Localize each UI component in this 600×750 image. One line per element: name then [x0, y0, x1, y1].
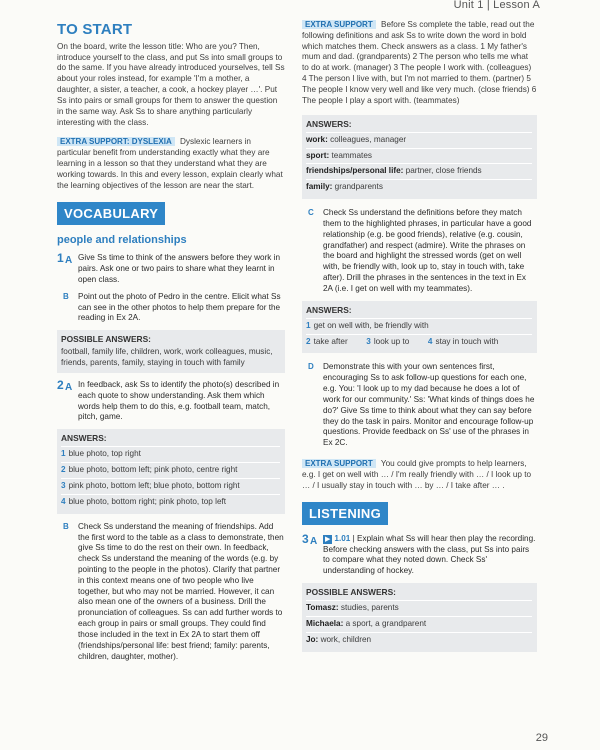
extra-support-dyslexia-body: Dyslexic learners in particular benefit from understanding exactly what they are learning in a lesson so that they understand what they are working towards. In this and every lesson, explain clearly what the learning objectives of the lesson are near the start. — [57, 137, 283, 190]
answer-number: 2 — [306, 336, 311, 346]
listening-possible-answers-title: POSSIBLE ANSWERS: — [306, 586, 396, 597]
answers-box-2c — [302, 301, 537, 354]
exercise-2c-letter: C — [308, 208, 314, 218]
exercise-3-number: 3 — [302, 531, 309, 546]
answer-text: pink photo, bottom left; blue photo, bottom right — [68, 481, 240, 491]
answer-value: studies, parents — [340, 603, 399, 613]
exercise-2b-text: Check Ss understand the meaning of friendships. Add the first word to the table as a class to demonstrate, then give Ss time to do the rest on their own. In feedback, check Ss understand the meaning of the words (e.g. by pointing to the people in the photos). Clarify that partner in this context means one of two people who live together, but who may not be married. However, it can also mean one of the owners of a business. Drill the pronunciation of colleagues. Ss can add further words to each group in pairs or small groups. They could find those included in the text in Ex 2A to start them off (friendships/personal life: best friend; family: parents, children, daughter, mother). — [78, 521, 284, 661]
extra-support-dyslexia-tag: EXTRA SUPPORT: DYSLEXIA — [57, 137, 175, 146]
extra-support-1 — [302, 20, 537, 107]
answer-row — [306, 163, 532, 179]
answer-number: 1 — [61, 449, 66, 459]
answer-row — [306, 148, 532, 164]
answers-box-2a — [57, 429, 285, 513]
exercise-2a-text: In feedback, ask Ss to identify the photo(s) described in each quote to show understanding. Ask them which words help them to do this, e.g. football team, match, pitch, game. — [78, 379, 280, 422]
answer-text: get on well with, be friendly with — [313, 320, 429, 330]
exercise-2a — [57, 377, 285, 423]
listening-title: LISTENING — [302, 502, 388, 525]
answer-number: 1 — [306, 320, 311, 330]
answer-row — [306, 132, 532, 148]
exercise-2d-text: Demonstrate this with your own sentences first, encouraging Ss to ask follow-up questions for each one, e.g. You: 'I look up to my dad because he does a lot of work for our community.' Ss: 'What kinds of things does he do?' Give Ss time to think about what they can say before they do the task in pairs. Monitor and encourage follow-up questions. Provide feedback on Ss' use of the phrases in Ex 2C. — [323, 362, 535, 448]
exercise-2c-text: Check Ss understand the definitions before they match them to the highlighted phrases, in particular have a good relationship (e.g. be good friends), relative (e.g. cousin, grandfather) and respect (admire). Write the phrases on the board and highlight the stressed words (get on well with, be friendly with, look up to, stay in touch with, take after). Drill the phrases in the sentences in the text in Ex 2A (i.e. I get on well with my teammates). — [323, 208, 532, 293]
listening-possible-answers-box — [302, 583, 537, 652]
left-column — [57, 20, 285, 662]
answer-value: partner, close friends — [405, 166, 482, 176]
exercise-1a-text: Give Ss time to think of the answers before they work in pairs. Ask one or two pairs to share what they learnt in open class. — [78, 253, 281, 284]
exercise-2b — [57, 522, 285, 663]
exercise-2a-letter: A — [65, 381, 73, 393]
answer-text: look up to — [373, 336, 410, 346]
answer-label: work: — [306, 134, 328, 144]
extra-support-1-tag: EXTRA SUPPORT — [302, 20, 376, 29]
right-column — [302, 20, 537, 652]
answer-row — [306, 179, 532, 195]
answer-value: teammates — [331, 150, 372, 160]
exercise-3a-text: | Explain what Ss will hear then play the recording. Before checking answers with the class, put Ss into pairs to compare what they noted down. Check Ss' understanding of hockey. — [323, 533, 536, 576]
answer-label: friendships/personal life: — [306, 166, 404, 176]
extra-support-dyslexia — [57, 137, 285, 191]
answer-label: Michaela: — [306, 618, 344, 628]
answer-text: blue photo, bottom right; pink photo, top left — [68, 496, 227, 506]
vocabulary-title: VOCABULARY — [57, 202, 165, 225]
answer-row — [61, 462, 280, 478]
answer-row — [306, 600, 532, 616]
exercise-2c — [302, 208, 537, 295]
audio-icon[interactable]: ▶ — [325, 535, 331, 543]
exercise-1b-letter: B — [63, 291, 69, 301]
answer-label: Tomasz: — [306, 603, 339, 613]
page-number: 29 — [535, 732, 548, 745]
answers-title-2a: ANSWERS: — [61, 433, 107, 444]
exercise-2d — [302, 362, 537, 449]
possible-answers-box — [57, 330, 285, 373]
answer-label: Jo: — [306, 634, 319, 644]
answer-text: blue photo, top right — [68, 449, 141, 459]
exercise-2d-letter: D — [308, 362, 314, 372]
exercise-2b-letter: B — [63, 521, 69, 531]
extra-support-2-tag: EXTRA SUPPORT — [302, 459, 376, 468]
possible-answers-body: football, family life, children, work, work colleagues, music, friends, parents, family, staying in touch with family — [61, 347, 273, 368]
extra-support-2 — [302, 459, 537, 491]
answer-label: sport: — [306, 150, 330, 160]
answers-box-2b — [302, 115, 537, 199]
exercise-1b-text: Point out the photo of Pedro in the centre. Elicit what Ss can see in the other photos to help them prepare for the reading in Ex 2A. — [78, 291, 281, 323]
answer-row — [61, 478, 280, 494]
answer-number: 3 — [61, 481, 66, 491]
answer-text: stay in touch with — [435, 336, 499, 346]
answer-row — [306, 632, 532, 648]
exercise-1-number: 1 — [57, 251, 64, 266]
extra-support-1-body: Before Ss complete the table, read out the following definitions and ask Ss to write down the word in bold which matches them. Check answers as a class. 1 My father's mum and dad. (grandparents) 2 The person who tells me what to do at work. (manager) 3 The people I work with. (colleagues) 4 The person I live with, but I'm not married to them. (partner) 5 The people I know very well and like very much. (close friends) 6 The people I play a sport with. (teammates) — [302, 20, 537, 105]
exercise-1a-letter: A — [65, 255, 73, 267]
answer-value: work, children — [320, 634, 372, 644]
answer-row — [61, 446, 280, 462]
exercise-3a — [302, 531, 537, 577]
exercise-3a-paragraph — [317, 534, 537, 577]
exercise-1a — [57, 253, 285, 285]
answer-value: a sport, a grandparent — [345, 618, 427, 628]
answer-number: 2 — [61, 465, 66, 475]
answer-text: blue photo, bottom left; pink photo, centre right — [68, 465, 238, 475]
answer-number: 3 — [366, 336, 371, 346]
answer-number: 4 — [427, 336, 433, 346]
extra-support-2-body: You could give prompts to help learners, e.g. I get on well with … / I'm really friendly with … / I look up to … / I usually stay in touch with … by … / I take after … . — [302, 459, 532, 490]
possible-answers-title: POSSIBLE ANSWERS: — [61, 334, 151, 345]
exercise-1b — [57, 292, 285, 324]
exercise-2-number: 2 — [57, 377, 64, 392]
to-start-title: TO START — [57, 21, 133, 38]
answer-label: family: — [306, 182, 333, 192]
answer-row — [306, 334, 532, 350]
listening-section — [302, 502, 537, 652]
answer-value: grandparents — [334, 182, 383, 192]
answer-text: take after — [313, 336, 348, 346]
exercise-3a-letter: A — [310, 535, 318, 547]
answer-row — [306, 318, 532, 334]
unit-lesson-header: Unit 1 | Lesson A — [453, 0, 540, 11]
answers-title-2b: ANSWERS: — [306, 118, 352, 129]
answer-row — [61, 494, 280, 510]
vocabulary-subtitle: people and relationships — [57, 233, 187, 246]
vocabulary-section — [57, 202, 285, 663]
answer-value: colleagues, manager — [330, 134, 407, 144]
answer-number: 4 — [61, 496, 66, 506]
answer-row — [306, 616, 532, 632]
to-start-body: On the board, write the lesson title: Who are you? Then, introduce yourself to the class, and put Ss into small groups to do the same. If you have already introduced yourselves, tell Ss about your roles instead, for example 'I'm a mother, a daughter, a sister, a teacher, a cook, a hockey player …'. Put Ss into pairs or small groups for them to answer the question in the same way. Ask Ss to share anything particularly interesting with the class. — [57, 41, 285, 127]
audio-track-number[interactable]: 1.01 — [334, 533, 351, 543]
answers-title-2c: ANSWERS: — [306, 304, 352, 315]
